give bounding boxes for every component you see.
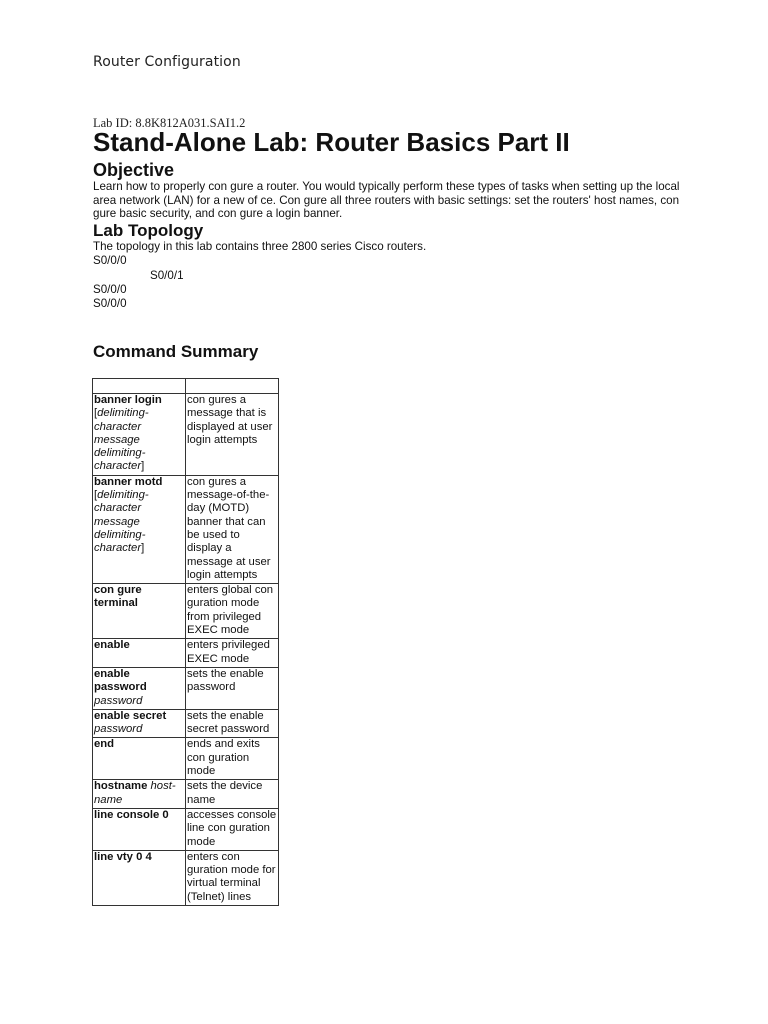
table-header-row bbox=[93, 379, 279, 394]
description-cell: enters global con guration mode from privileged EXEC mode bbox=[186, 584, 279, 639]
command-cell bbox=[93, 709, 186, 738]
lab-id: Lab ID: 8.8K812A031.SAI1.2 bbox=[93, 116, 246, 130]
topology-port-label: S0/0/0 bbox=[93, 283, 127, 296]
command-argument: password bbox=[94, 694, 143, 707]
command-separator: ] bbox=[141, 460, 145, 473]
command-cell bbox=[93, 394, 186, 476]
description-cell: con gures a message that is displayed at user login attempts bbox=[186, 394, 279, 476]
description-cell: con gures a message-of-the-day (MOTD) banner that can be used to display a message at user login attempts bbox=[186, 475, 279, 583]
command-cell bbox=[93, 738, 186, 780]
description-cell: ends and exits con guration mode bbox=[186, 738, 279, 780]
command-argument: host-name bbox=[94, 780, 176, 806]
command-name: enable password bbox=[94, 667, 147, 694]
objective-text: Learn how to properly con gure a router. You would typically perform these types of tasks when setting up the local area network (LAN) for a new of ce. Con gure all three routers with basic settings: set the routers' host names, con gure basic security, and con gure a login banner. bbox=[93, 180, 680, 221]
command-separator: [ bbox=[94, 407, 98, 420]
description-cell: enters con guration mode for virtual terminal (Telnet) lines bbox=[186, 850, 279, 905]
command-name: hostname bbox=[94, 780, 148, 793]
command-summary-heading: Command Summary bbox=[93, 342, 259, 361]
table-row bbox=[93, 667, 279, 709]
running-header: Router Configuration bbox=[93, 54, 241, 70]
command-cell bbox=[93, 780, 186, 809]
topology-port-label: S0/0/1 bbox=[150, 269, 184, 282]
command-argument: delimiting-character message delimiting-character bbox=[94, 489, 149, 555]
command-name: line console 0 bbox=[94, 808, 169, 821]
description-cell: sets the enable password bbox=[186, 667, 279, 709]
command-separator: [ bbox=[94, 489, 98, 502]
command-argument: delimiting-character message delimiting-character bbox=[94, 407, 149, 473]
command-separator: ] bbox=[141, 542, 145, 555]
table-row bbox=[93, 850, 279, 905]
command-cell bbox=[93, 667, 186, 709]
table-row bbox=[93, 808, 279, 850]
description-cell: accesses console line con guration mode bbox=[186, 808, 279, 850]
topology-port-label: S0/0/0 bbox=[93, 297, 127, 310]
command-name: con gure terminal bbox=[94, 584, 142, 610]
command-name: banner login bbox=[94, 394, 162, 406]
command-name: banner motd bbox=[94, 475, 163, 488]
command-name: line vty 0 4 bbox=[94, 850, 152, 863]
command-cell bbox=[93, 850, 186, 905]
command-summary-table bbox=[92, 378, 279, 906]
command-name: enable secret bbox=[94, 709, 167, 722]
objective-heading: Objective bbox=[93, 160, 175, 180]
table-header-cell bbox=[93, 379, 186, 394]
page-title: Stand-Alone Lab: Router Basics Part II bbox=[93, 127, 570, 157]
command-cell bbox=[93, 639, 186, 668]
command-cell bbox=[93, 475, 186, 583]
table-row bbox=[93, 475, 279, 583]
table-row bbox=[93, 584, 279, 639]
table-row bbox=[93, 709, 279, 738]
table-row bbox=[93, 780, 279, 809]
table-row bbox=[93, 639, 279, 668]
topology-port-label: S0/0/0 bbox=[93, 254, 127, 267]
table-row bbox=[93, 394, 279, 476]
command-argument: password bbox=[94, 723, 143, 736]
command-name: enable bbox=[94, 639, 130, 652]
command-cell bbox=[93, 584, 186, 639]
description-cell: enters privileged EXEC mode bbox=[186, 639, 279, 668]
topology-heading: Lab Topology bbox=[93, 221, 204, 240]
description-cell: sets the device name bbox=[186, 780, 279, 809]
command-name: end bbox=[94, 738, 115, 751]
description-cell: sets the enable secret password bbox=[186, 709, 279, 738]
table-header-cell bbox=[186, 379, 279, 394]
topology-text: The topology in this lab contains three 2800 series Cisco routers. bbox=[93, 240, 427, 253]
table-row bbox=[93, 738, 279, 780]
command-cell bbox=[93, 808, 186, 850]
